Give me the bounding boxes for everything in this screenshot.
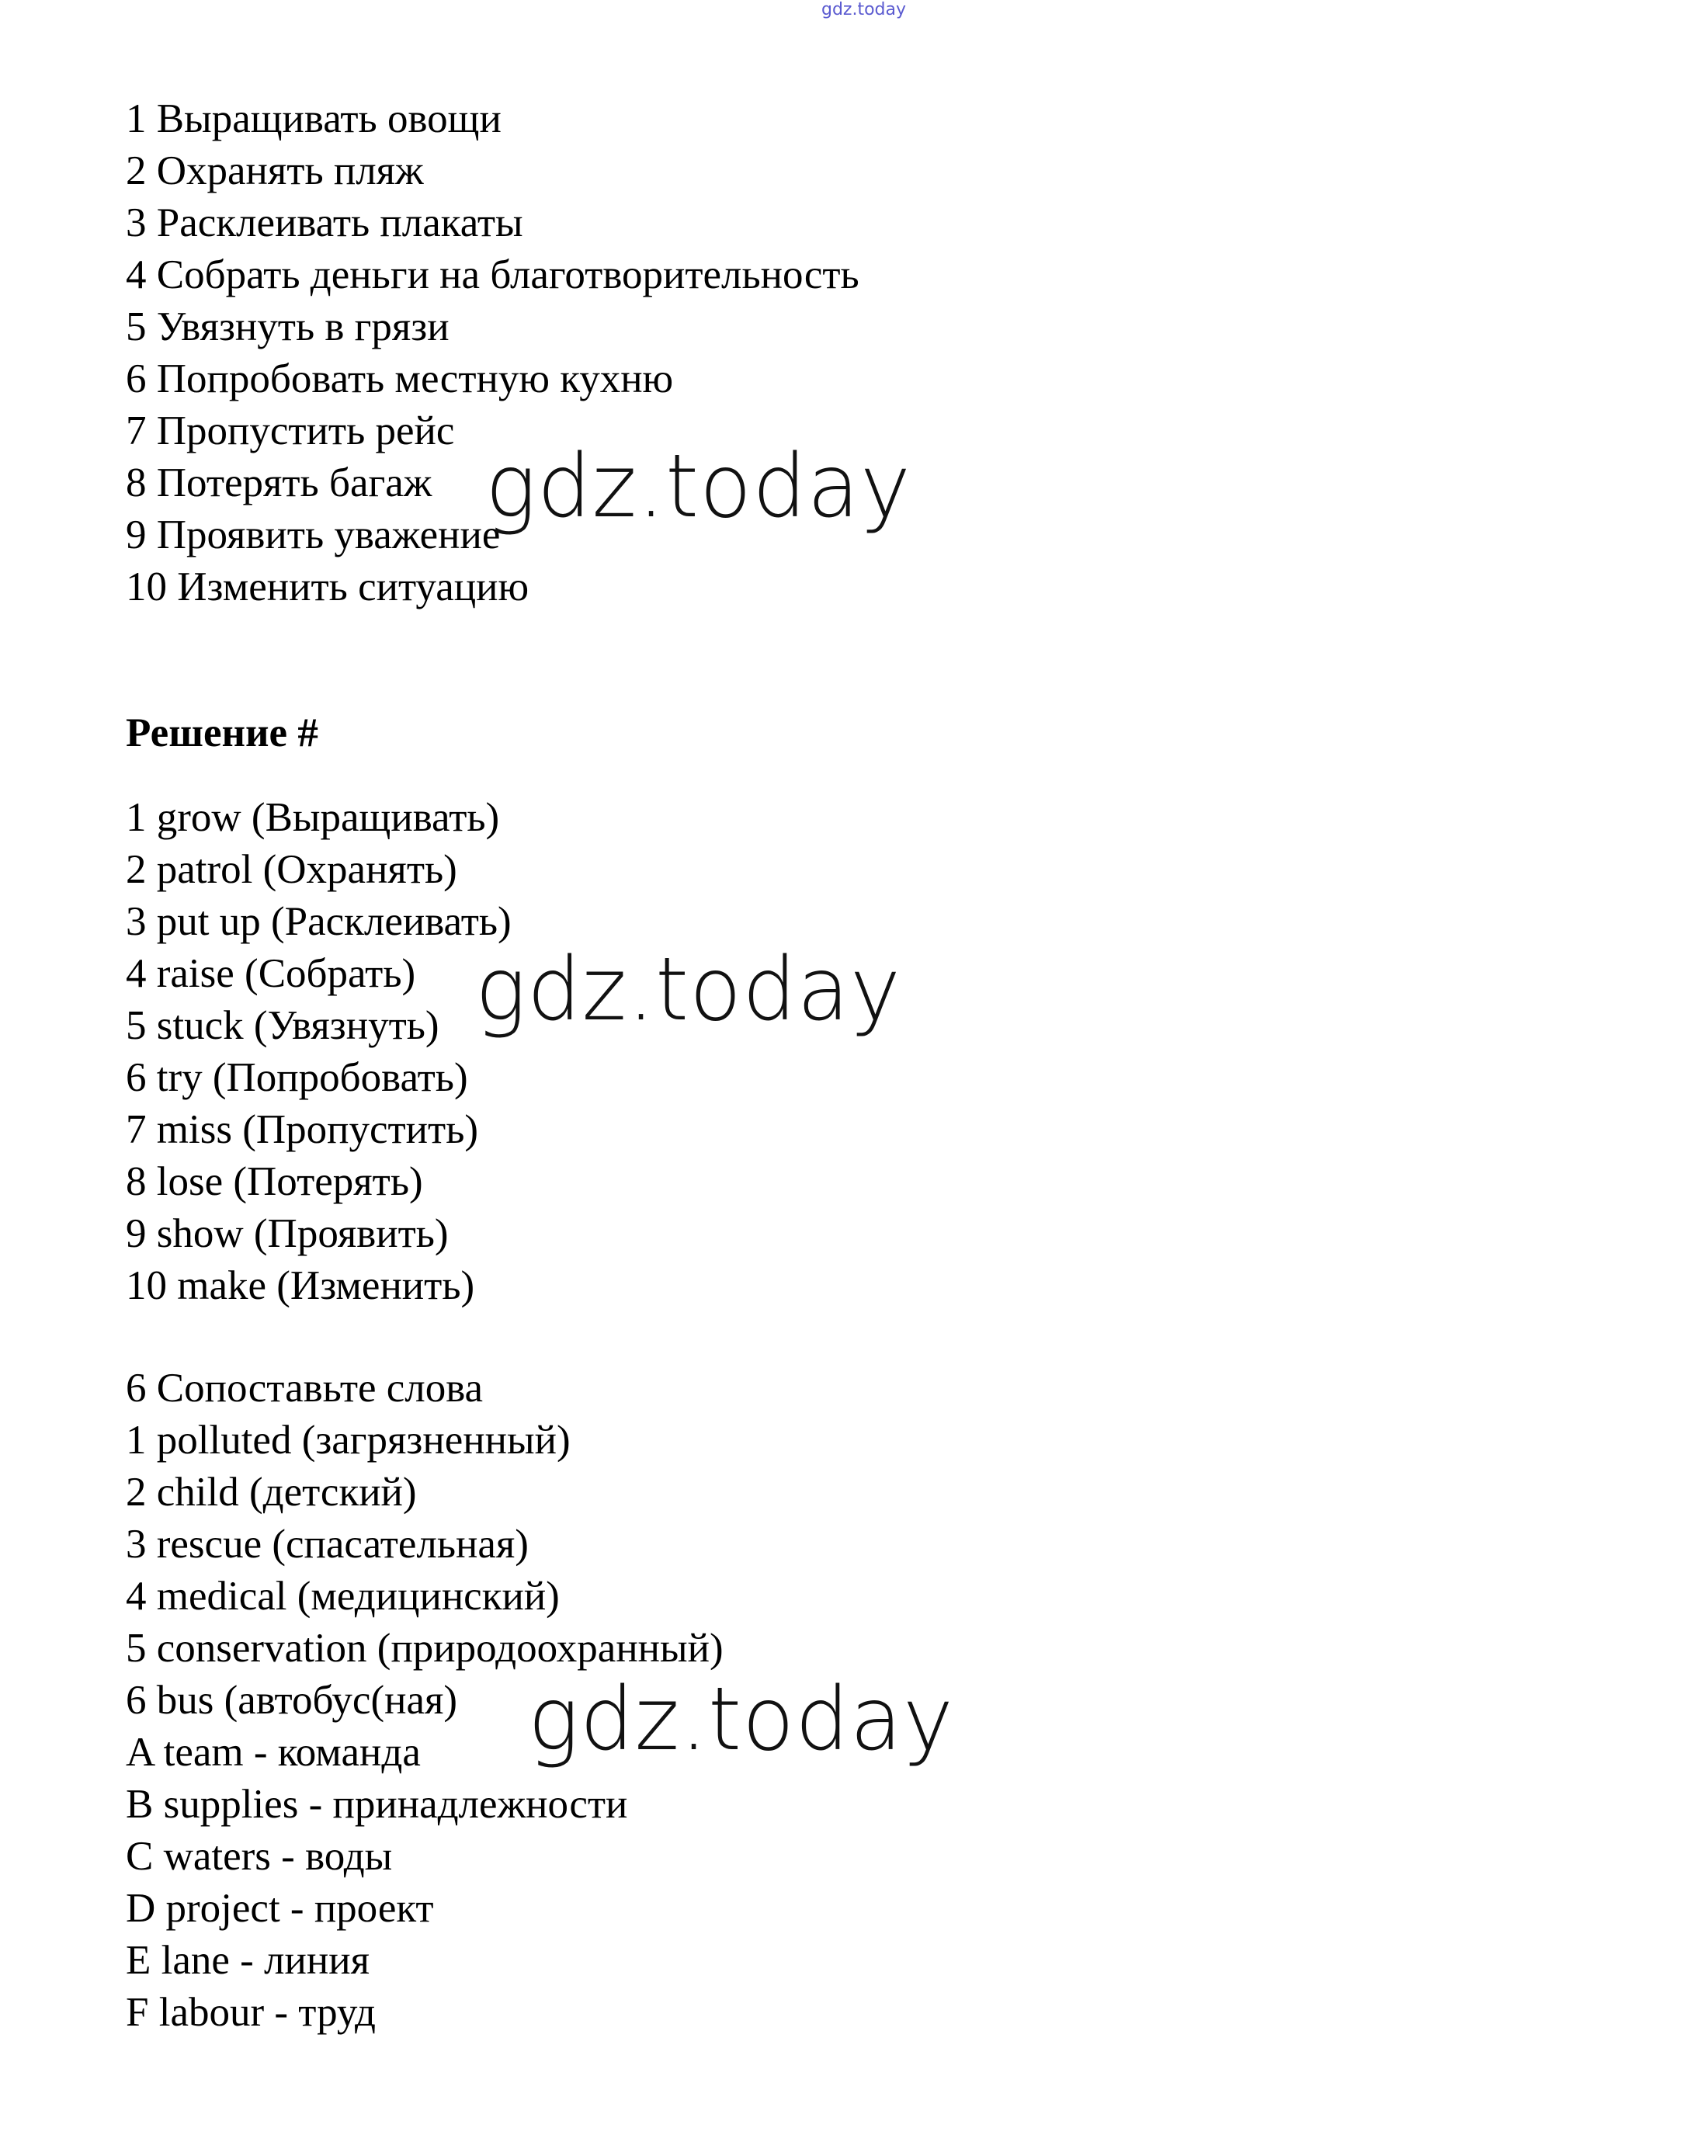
- watermark: gdz.today: [475, 939, 901, 1040]
- list-item: 3 put up (Расклеивать): [126, 899, 512, 944]
- list-item: F labour - труд: [126, 1990, 377, 2035]
- list-item: 5 conservation (природоохранный): [126, 1626, 724, 1671]
- watermark: gdz.today: [528, 1669, 954, 1770]
- list-item: 5 stuck (Увязнуть): [126, 1003, 439, 1048]
- list-item: 10 make (Изменить): [126, 1263, 475, 1308]
- list-item: 4 Собрать деньги на благотворительность: [126, 252, 859, 297]
- list-item: 2 patrol (Охранять): [126, 847, 457, 892]
- list-item: 6 bus (автобус(ная): [126, 1678, 458, 1723]
- list-item: 2 child (детский): [126, 1470, 417, 1515]
- list-item: 5 Увязнуть в грязи: [126, 304, 450, 349]
- list-item: 6 try (Попробовать): [126, 1055, 468, 1100]
- list-item: D project - проект: [126, 1886, 434, 1931]
- list-item: 4 medical (медицинский): [126, 1574, 560, 1619]
- list-item: 1 polluted (загрязненный): [126, 1418, 571, 1463]
- list-item: E lane - линия: [126, 1938, 370, 1983]
- list-item: 1 Выращивать овощи: [126, 96, 502, 141]
- list-item: 7 Пропустить рейс: [126, 408, 455, 453]
- solution-heading: Решение #: [126, 710, 318, 755]
- list-item: 8 lose (Потерять): [126, 1159, 423, 1204]
- list-item: 9 Проявить уважение: [126, 512, 501, 557]
- solution-list: [126, 792, 512, 1312]
- matching-title: 6 Сопоставьте слова: [126, 1366, 484, 1411]
- list-item: A team - команда: [126, 1730, 421, 1775]
- list-item: 7 miss (Пропустить): [126, 1107, 479, 1152]
- watermark: gdz.today: [485, 436, 911, 537]
- list-item: 2 Охранять пляж: [126, 148, 424, 193]
- list-item: 3 rescue (спасательная): [126, 1522, 529, 1567]
- list-item: 4 raise (Собрать): [126, 951, 416, 996]
- list-item: 10 Изменить ситуацию: [126, 564, 529, 609]
- list-item: 8 Потерять багаж: [126, 460, 432, 505]
- list-item: C waters - воды: [126, 1834, 393, 1879]
- list-item: 6 Попробовать местную кухню: [126, 356, 674, 401]
- list-item: B supplies - принадлежности: [126, 1782, 628, 1827]
- list-item: 3 Расклеивать плакаты: [126, 200, 523, 245]
- list-item: 9 show (Проявить): [126, 1211, 449, 1256]
- list-item: 1 grow (Выращивать): [126, 795, 500, 840]
- header-watermark: gdz.today: [821, 0, 907, 19]
